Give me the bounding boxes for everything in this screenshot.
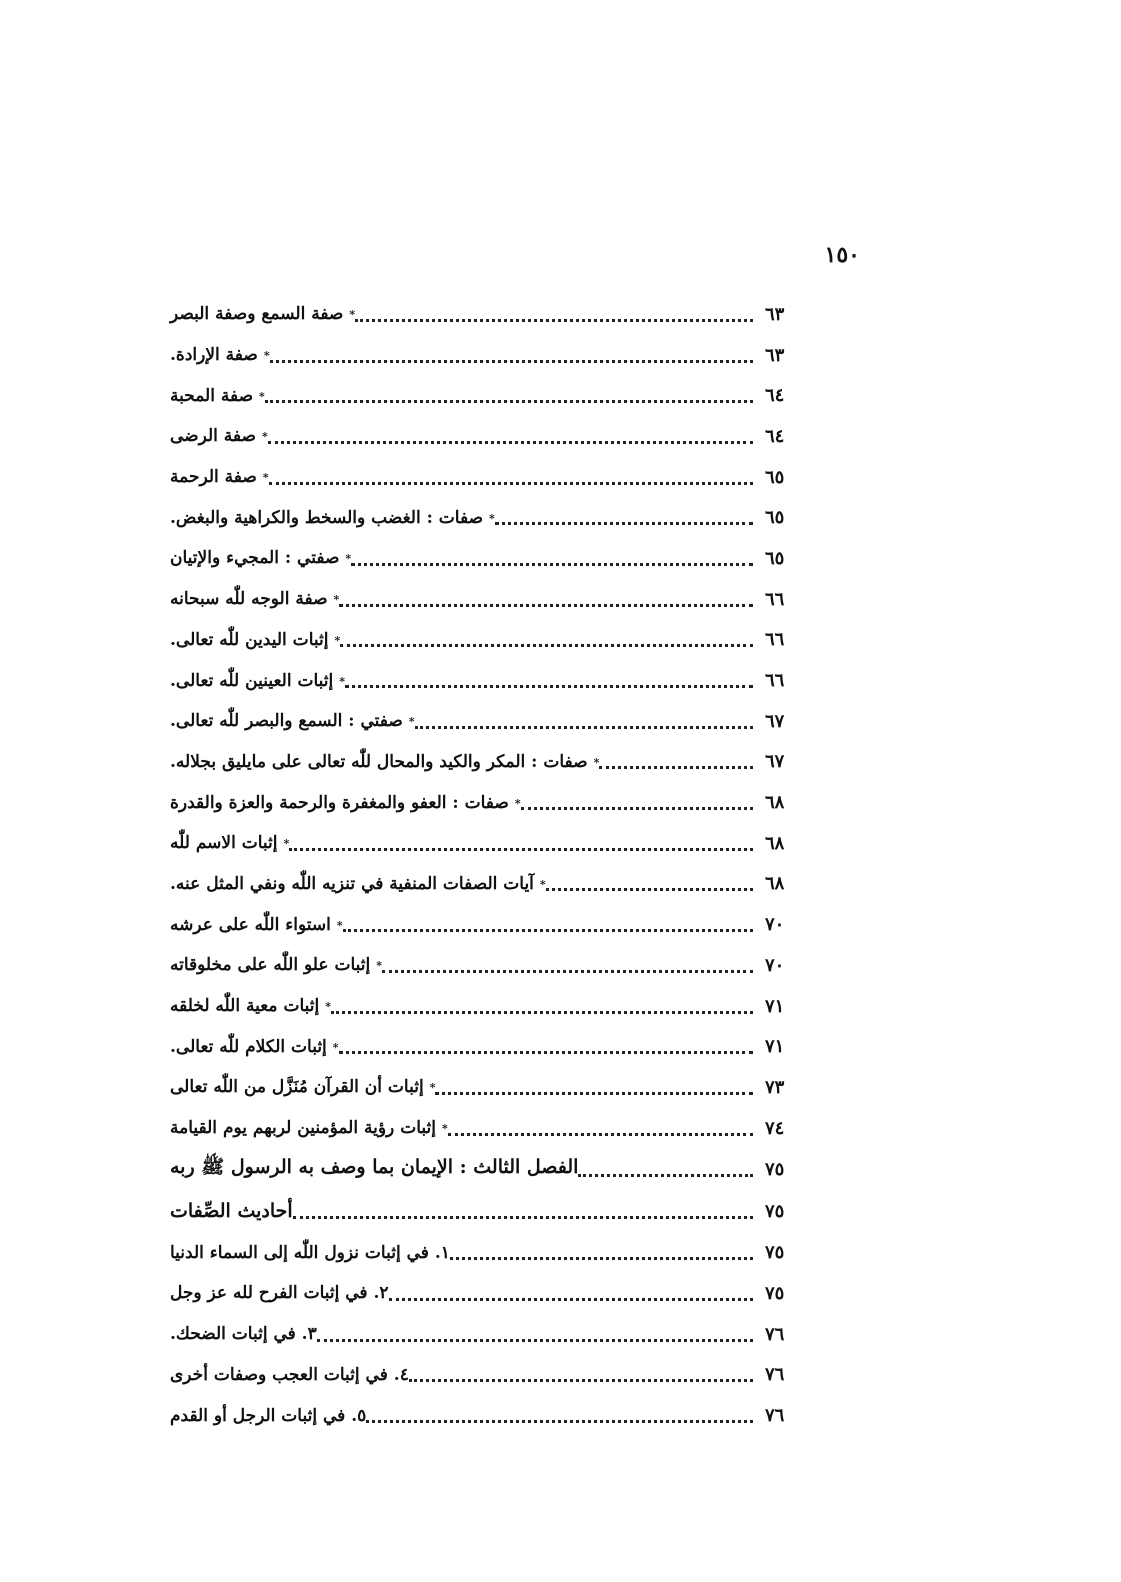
dot-leader	[366, 1420, 753, 1423]
toc-row	[170, 579, 860, 620]
toc-entry-title	[170, 1155, 578, 1183]
toc-entry-title	[170, 1077, 435, 1097]
toc-page-number: ٦٧	[765, 751, 785, 773]
bullet-icon: *	[325, 1000, 331, 1014]
toc-page-number: ٧٦	[765, 1364, 785, 1386]
toc-entry-text: صفتي : السمع والبصر للّٰه تعالى.	[170, 711, 403, 732]
toc-entry-title	[170, 1365, 409, 1385]
toc-entry-title	[170, 1118, 448, 1138]
toc-entry-text: إثبات علو اللّٰه على مخلوقاته	[170, 955, 371, 976]
toc-row	[170, 701, 860, 742]
toc-entry-title	[170, 508, 495, 528]
dot-leader	[448, 1133, 753, 1136]
toc-row	[170, 864, 860, 905]
toc-entry-title	[170, 955, 382, 975]
toc-page-number: ٧٦	[765, 1405, 785, 1427]
toc-entry-title	[170, 833, 289, 853]
toc-entry-title	[170, 467, 269, 487]
toc-page-number: ٧٥	[765, 1200, 785, 1222]
toc-row	[170, 823, 860, 864]
toc-entry-text: ٣. في إثبات الضحك.	[170, 1324, 317, 1345]
dot-leader	[269, 482, 753, 485]
toc-row	[170, 457, 860, 498]
bullet-icon: *	[593, 755, 600, 769]
toc-page-number: ٦٦	[765, 670, 785, 692]
dot-leader	[599, 766, 753, 769]
toc-row	[170, 620, 860, 661]
toc-page-number: ٧٥	[765, 1158, 785, 1180]
toc-chapter-row	[170, 1148, 860, 1190]
toc-page-number: ٧٣	[765, 1076, 785, 1098]
bullet-icon: *	[262, 471, 269, 485]
bullet-icon: *	[429, 1081, 436, 1095]
dot-leader	[389, 1298, 753, 1301]
toc-page-number: ٧١	[765, 995, 785, 1017]
toc-entry-text: صفات : المكر والكيد والمحال للّٰه تعالى على مايليق بجلاله.	[170, 751, 588, 772]
dot-leader	[343, 929, 753, 932]
bullet-icon: *	[539, 877, 546, 891]
toc-entry-text: استواء اللّٰه على عرشه	[170, 914, 331, 935]
bullet-icon: *	[441, 1122, 448, 1136]
toc-entry-text: إثبات الاسم للّٰه	[170, 833, 278, 854]
bullet-icon: *	[514, 796, 521, 810]
toc-page-number: ٧٦	[765, 1323, 785, 1345]
toc-row	[170, 1395, 860, 1436]
toc-page-number: ٧٠	[765, 914, 785, 936]
toc-page-number: ٦٦	[765, 588, 785, 610]
toc-entry-text: إثبات العينين للّٰه تعالى.	[170, 670, 334, 691]
dot-leader	[351, 563, 753, 566]
dot-leader	[450, 1257, 753, 1260]
dot-leader	[355, 319, 753, 322]
toc-page-number: ٧٥	[765, 1242, 785, 1264]
bullet-icon: *	[489, 511, 495, 525]
dot-leader	[578, 1174, 753, 1177]
toc-entry-text: صفة الوجه للّٰه سبحانه	[170, 589, 328, 610]
toc-entry-title	[170, 996, 331, 1016]
toc-row	[170, 660, 860, 701]
toc-entry-title	[170, 345, 270, 365]
dot-leader	[289, 848, 753, 851]
toc-page-number: ٦٨	[765, 873, 785, 895]
toc-entry-text: ٤. في إثبات العجب وصفات أخرى	[170, 1364, 409, 1385]
dot-leader	[265, 400, 753, 403]
bullet-icon: *	[332, 1040, 339, 1054]
toc-entry-title	[170, 752, 599, 772]
toc-row	[170, 1108, 860, 1149]
toc-page-number: ٧٤	[765, 1117, 785, 1139]
bullet-icon: *	[333, 593, 340, 607]
toc-entry-title	[170, 671, 345, 691]
dot-leader	[317, 1339, 753, 1342]
toc-entry-text: صفة السمع وصفة البصر	[170, 304, 344, 325]
toc-entry-title	[170, 1200, 293, 1222]
toc-entry-text: إثبات أن القرآن مُنَزَّل من اللّٰه تعالى	[170, 1077, 424, 1098]
toc-entry-title	[170, 1406, 366, 1426]
toc-entry-title	[170, 304, 355, 324]
toc-entry-title	[170, 915, 343, 935]
toc-row	[170, 1355, 860, 1396]
toc-row	[170, 294, 860, 335]
toc-page-number: ٦٨	[765, 832, 785, 854]
toc-page-number: ٧١	[765, 1036, 785, 1058]
bullet-icon: *	[349, 308, 356, 322]
dot-leader	[546, 888, 753, 891]
toc-entry-title	[170, 793, 521, 813]
toc-row	[170, 742, 860, 783]
toc-row	[170, 1314, 860, 1355]
table-of-contents	[170, 294, 860, 1436]
toc-row	[170, 416, 860, 457]
dot-leader	[345, 685, 753, 688]
toc-page-number: ٦٨	[765, 792, 785, 814]
dot-leader	[521, 807, 753, 810]
toc-row	[170, 945, 860, 986]
toc-page-number: ٦٤	[765, 425, 785, 447]
dot-leader	[339, 1051, 753, 1054]
toc-page-number: ٧٠	[765, 954, 785, 976]
toc-entry-text: أحاديث الصِّفات	[170, 1200, 293, 1223]
bullet-icon: *	[376, 959, 382, 973]
bullet-icon: *	[345, 552, 352, 566]
toc-page-number: ٦٥	[765, 547, 785, 569]
dot-leader	[331, 1011, 753, 1014]
toc-entry-text: صفة الرضى	[170, 426, 256, 447]
toc-entry-text: إثبات رؤية المؤمنين لربهم يوم القيامة	[170, 1118, 436, 1139]
toc-row	[170, 1026, 860, 1067]
toc-entry-text: آيات الصفات المنفية في تنزيه اللّٰه ونفي المثل عنه.	[170, 873, 534, 894]
toc-entry-text: إثبات الكلام للّٰه تعالى.	[170, 1036, 327, 1057]
toc-entry-title	[170, 548, 351, 568]
toc-entry-title	[170, 711, 415, 731]
dot-leader	[340, 644, 753, 647]
toc-entry-text: صفات : الغضب والسخط والكراهية والبغض.	[170, 507, 484, 528]
toc-row	[170, 904, 860, 945]
toc-entry-text: إثبات معية اللّٰه لخلقه	[170, 996, 320, 1017]
bullet-icon: *	[283, 837, 290, 851]
bullet-icon: *	[261, 430, 268, 444]
toc-entry-title	[170, 386, 265, 406]
dot-leader	[268, 441, 753, 444]
toc-entry-text: صفة الرحمة	[170, 467, 257, 488]
toc-entry-text: ٢. في إثبات الفرح لله عز وجل	[170, 1283, 389, 1304]
toc-row	[170, 782, 860, 823]
bullet-icon: *	[336, 918, 343, 932]
toc-row	[170, 986, 860, 1027]
bullet-icon: *	[259, 389, 265, 403]
toc-entry-text: إثبات اليدين للّٰه تعالى.	[170, 629, 329, 650]
toc-row	[170, 1067, 860, 1108]
toc-entry-text: صفات : العفو والمغفرة والرحمة والعزة والقدرة	[170, 792, 509, 813]
toc-entry-title	[170, 1037, 339, 1057]
dot-leader	[293, 1216, 753, 1219]
toc-entry-text: ٥. في إثبات الرجل أو القدم	[170, 1405, 367, 1426]
dot-leader	[339, 604, 753, 607]
toc-row	[170, 1273, 860, 1314]
toc-row	[170, 538, 860, 579]
toc-page-number: ٦٥	[765, 466, 785, 488]
toc-page-number: ٦٧	[765, 710, 785, 732]
toc-entry-title	[170, 874, 546, 894]
toc-chapter-row	[170, 1190, 860, 1232]
toc-entry-title	[170, 426, 268, 446]
toc-row	[170, 375, 860, 416]
toc-entry-text: ١. في إثبات نزول اللّٰه إلى السماء الدنيا	[170, 1242, 450, 1263]
toc-entry-text: صفة الإرادة.	[170, 345, 258, 366]
dot-leader	[270, 360, 753, 363]
toc-entry-title	[170, 589, 339, 609]
toc-page-number: ٦٦	[765, 629, 785, 651]
toc-entry-text: صفة المحبة	[170, 385, 254, 406]
toc-entry-title	[170, 1283, 389, 1303]
toc-row	[170, 335, 860, 376]
dot-leader	[435, 1092, 753, 1095]
toc-row	[170, 497, 860, 538]
dot-leader	[415, 726, 753, 729]
toc-entry-title	[170, 1243, 450, 1263]
toc-page-number: ٦٥	[765, 507, 785, 529]
bullet-icon: *	[339, 674, 346, 688]
toc-page-number: ٦٣	[765, 303, 785, 325]
toc-entry-title	[170, 1324, 317, 1344]
toc-entry-title	[170, 630, 340, 650]
bullet-icon: *	[408, 715, 415, 729]
dot-leader	[495, 522, 753, 525]
dot-leader	[409, 1379, 753, 1382]
toc-row	[170, 1232, 860, 1273]
dot-leader	[382, 970, 753, 973]
bullet-icon: *	[263, 349, 270, 363]
toc-page-number: ٦٣	[765, 344, 785, 366]
bullet-icon: *	[334, 633, 341, 647]
toc-page-number: ٦٤	[765, 385, 785, 407]
toc-entry-text: الفصل الثالث : الإيمان بما وصف به الرسول ﷺ ربه	[170, 1156, 579, 1179]
toc-page-number: ٧٥	[765, 1282, 785, 1304]
page-number: ١٥٠	[824, 242, 860, 268]
toc-entry-text: صفتي : المجيء والإتيان	[170, 548, 340, 569]
